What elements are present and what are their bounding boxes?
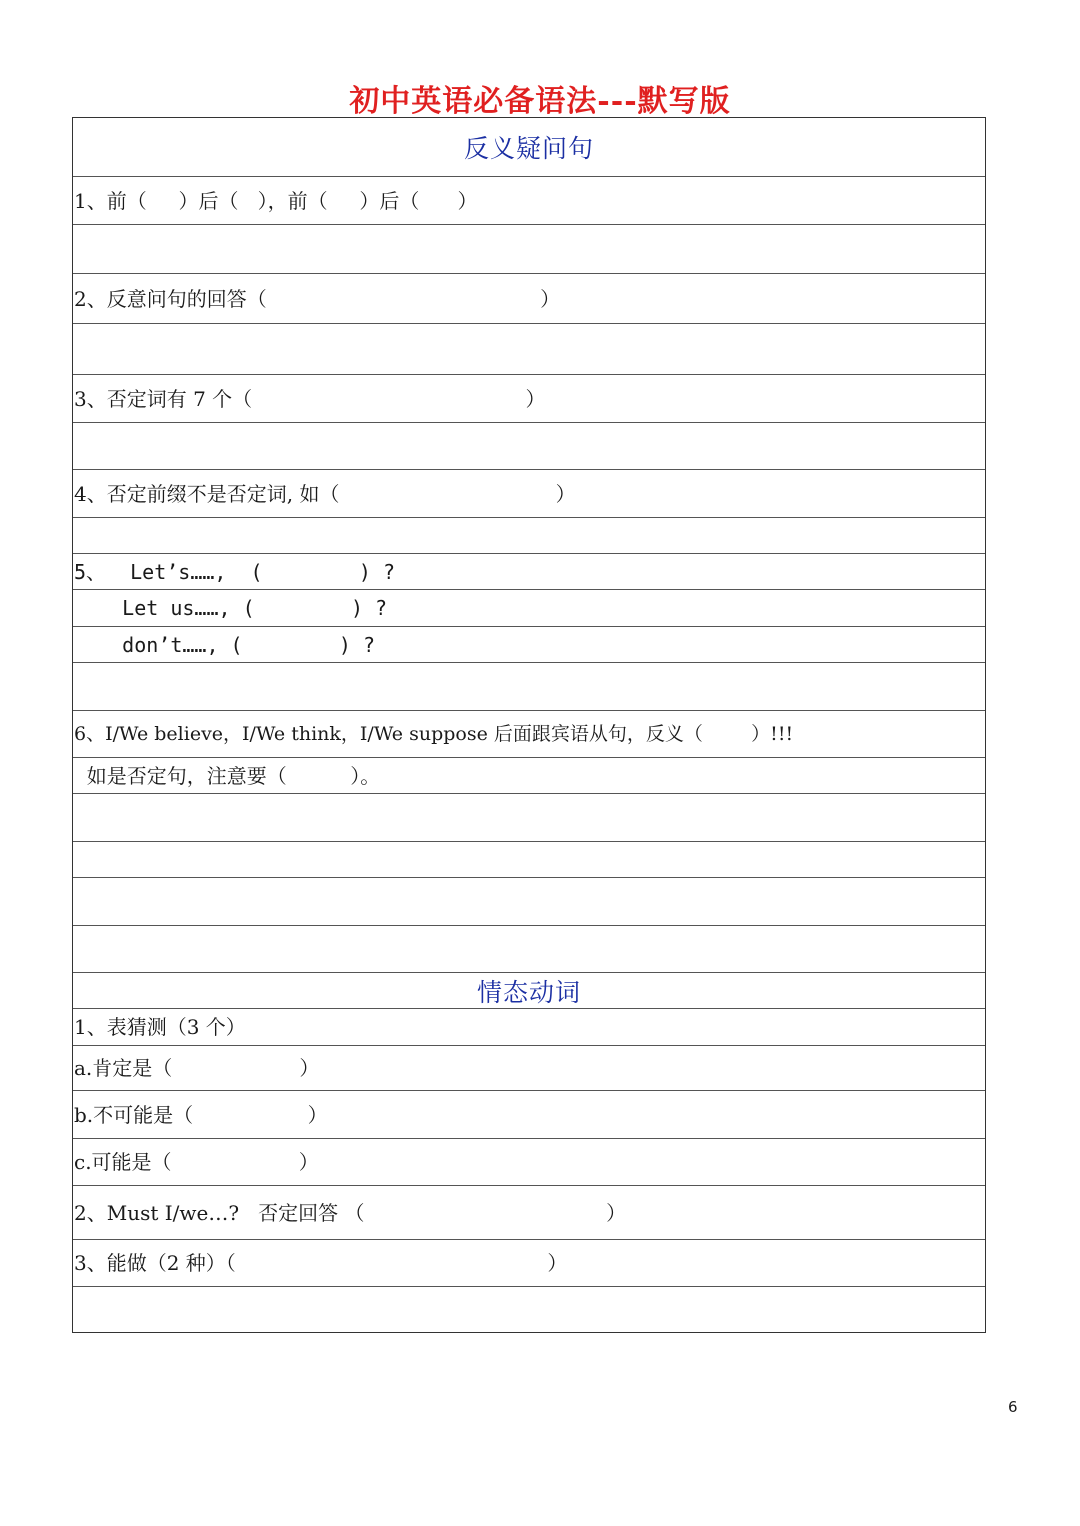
answer-row[interactable] <box>73 518 985 554</box>
section-heading-row <box>73 973 985 1009</box>
question-row <box>73 1009 985 1046</box>
question-2: 2、反意问句的回答（ ） <box>74 286 561 311</box>
question-3: 3、否定词有 7 个（ ） <box>74 386 546 411</box>
answer-row[interactable] <box>73 324 985 375</box>
answer-row[interactable] <box>73 225 985 274</box>
question-row <box>73 470 985 518</box>
page-number: 6 <box>1008 1398 1018 1416</box>
question-row <box>73 627 985 663</box>
question-row <box>73 274 985 324</box>
section-heading-modal-verbs: 情态动词 <box>476 977 581 1007</box>
worksheet-table <box>72 117 986 1333</box>
answer-row[interactable] <box>73 842 985 878</box>
modal-question-3: 3、能做（2 种）（ ） <box>74 1251 568 1275</box>
answer-row[interactable] <box>73 423 985 470</box>
question-5-let-us: Let us……, ( ) ? <box>74 596 388 620</box>
question-row <box>73 590 985 627</box>
question-row <box>73 375 985 423</box>
modal-question-2: 2、Must I/we…? 否定回答 （ ） <box>74 1200 627 1225</box>
question-row <box>73 1186 985 1240</box>
question-row <box>73 554 985 590</box>
section-heading-tag-questions: 反义疑问句 <box>463 134 594 163</box>
question-row <box>73 1091 985 1139</box>
question-row <box>73 1139 985 1186</box>
question-4: 4、否定前缀不是否定词, 如（ ） <box>74 481 576 506</box>
question-row <box>73 1240 985 1287</box>
answer-row[interactable] <box>73 663 985 711</box>
question-6: 6、I/We believe，I/We think，I/We suppose 后面跟宾语从句，反义（ ）!!! <box>74 722 794 745</box>
modal-question-1: 1、表猜测（3 个） <box>74 1015 246 1039</box>
section-heading-row <box>73 118 985 177</box>
question-row <box>73 177 985 225</box>
question-row <box>73 758 985 794</box>
question-5-lets: 5、 Let’s……, ( ) ? <box>74 559 396 584</box>
question-6-note: 如是否定句，注意要（ ）。 <box>74 763 381 788</box>
answer-row[interactable] <box>73 794 985 842</box>
question-5-dont: don’t……, ( ) ? <box>74 632 376 657</box>
answer-row[interactable] <box>73 926 985 973</box>
document-title: 初中英语必备语法---默写版 <box>349 84 731 119</box>
answer-row[interactable] <box>73 1287 985 1333</box>
question-row <box>73 711 985 758</box>
question-1: 1、前（ ）后（ ），前（ ）后（ ） <box>74 188 478 213</box>
modal-question-1b: b.不可能是（ ） <box>74 1102 328 1127</box>
modal-question-1a: a.肯定是（ ） <box>74 1056 320 1080</box>
modal-question-1c: c.可能是（ ） <box>74 1150 319 1174</box>
question-row <box>73 1046 985 1091</box>
answer-row[interactable] <box>73 878 985 926</box>
